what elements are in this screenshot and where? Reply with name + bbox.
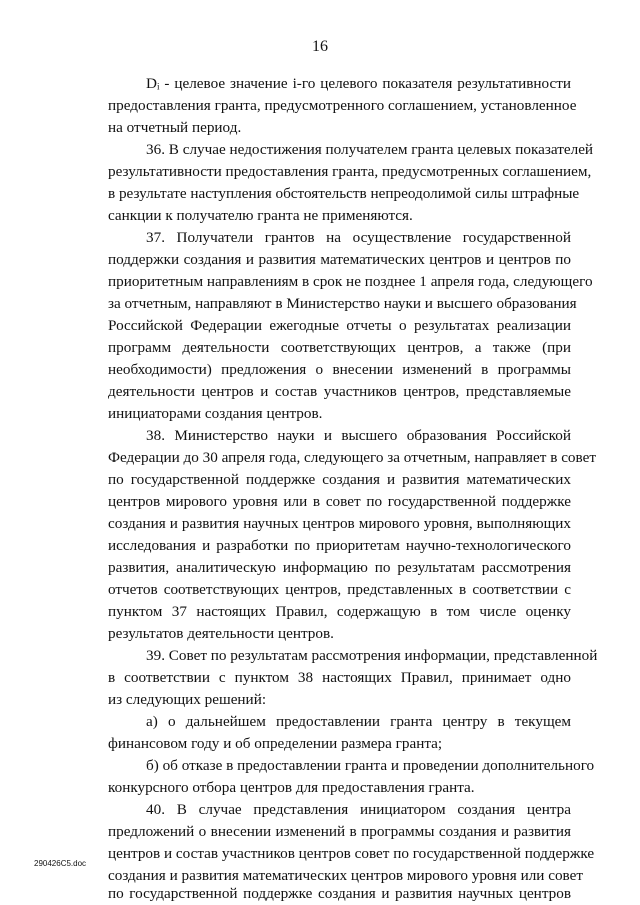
text-line: 39. Совет по результатам рассмотрения информации, представленной — [146, 647, 598, 664]
text-line: по государственной поддержке создания и развития научных центров — [108, 885, 571, 902]
text-line: центров мирового уровня или в совет по государственной поддержке — [108, 493, 571, 510]
text-line: создания и развития научных центров мирового уровня, выполняющих — [108, 515, 571, 532]
text-line: пунктом 37 настоящих Правил, содержащую в том числе оценку — [108, 603, 571, 620]
text-line: предоставления гранта, предусмотренного соглашением, установленное — [108, 97, 577, 114]
text-line: за отчетным, направляют в Министерство науки и высшего образования — [108, 295, 577, 312]
text-line: Dᵢ - целевое значение i-го целевого показателя результативности — [146, 75, 571, 92]
text-line: предложений о внесении изменений в программы создания и развития — [108, 823, 571, 840]
text-line: результатов деятельности центров. — [108, 625, 334, 642]
text-line: а) о дальнейшем предоставлении гранта центру в текущем — [146, 713, 571, 730]
text-line: санкции к получателю гранта не применяются. — [108, 207, 413, 224]
text-line: 37. Получатели грантов на осуществление государственной — [146, 229, 571, 246]
text-line: центров и состав участников центров совет по государственной поддержке — [108, 845, 595, 862]
text-line: создания и развития математических центров мирового уровня или совет — [108, 867, 584, 884]
text-line: Российской Федерации ежегодные отчеты о результатах реализации — [108, 317, 571, 334]
text-line: исследования и разработки по приоритетам научно-технологического — [108, 537, 571, 554]
text-line: 38. Министерство науки и высшего образования Российской — [146, 427, 571, 444]
text-line: из следующих решений: — [108, 691, 267, 708]
text-line: конкурсного отбора центров для предоставления гранта. — [108, 779, 475, 796]
text-line: результативности предоставления гранта, предусмотренных соглашением, — [108, 163, 592, 180]
text-line: в соответствии с пунктом 38 настоящих Правил, принимает одно — [108, 669, 571, 686]
text-line: Федерации до 30 апреля года, следующего за отчетным, направляет в совет — [108, 449, 596, 466]
text-line: на отчетный период. — [108, 119, 242, 136]
text-line: по государственной поддержке создания и развития математических — [108, 471, 571, 488]
text-line: 40. В случае представления инициатором создания центра — [146, 801, 571, 818]
text-line: в результате наступления обстоятельств непреодолимой силы штрафные — [108, 185, 580, 202]
text-line: б) об отказе в предоставлении гранта и проведении дополнительного — [146, 757, 595, 774]
page-number: 16 — [312, 38, 328, 55]
file-name-footer: 290426C5.doc — [34, 859, 87, 868]
text-line: отчетов соответствующих центров, представленных в соответствии с — [108, 581, 571, 598]
text-line: программ деятельности соответствующих центров, а также (при — [108, 339, 571, 356]
text-line: финансовом году и об определении размера гранта; — [108, 735, 443, 752]
text-line: необходимости) предложения о внесении изменений в программы — [108, 361, 571, 378]
text-line: 36. В случае недостижения получателем гранта целевых показателей — [146, 141, 594, 158]
text-line: развития, аналитическую информацию по результатам рассмотрения — [108, 559, 571, 576]
text-line: инициаторами создания центров. — [108, 405, 323, 422]
text-line: поддержки создания и развития математических центров и центров по — [108, 251, 571, 268]
text-line: деятельности центров и состав участников центров, представляемые — [108, 383, 571, 400]
text-line: приоритетным направлениям в срок не позднее 1 апреля года, следующего — [108, 273, 593, 290]
